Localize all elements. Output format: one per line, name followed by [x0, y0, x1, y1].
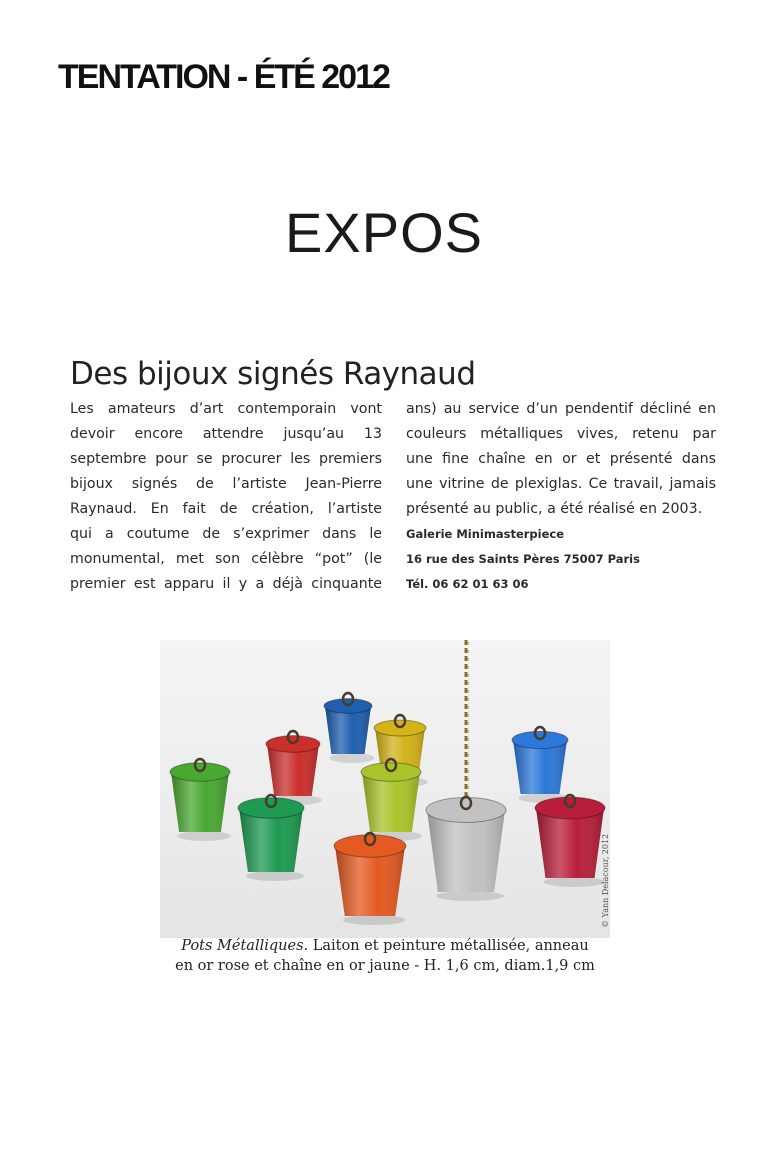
photo-caption: [160, 936, 610, 976]
pot-pendant: [512, 727, 569, 803]
body-line: bijoux signés de l’artiste Jean-Pierre: [70, 476, 382, 492]
body-line: une fine chaîne en or et présenté dans: [406, 451, 716, 467]
body-line: septembre pour se procurer les premiers: [70, 451, 382, 467]
pot-pendant: [426, 797, 506, 901]
pot-pendant: [535, 795, 605, 887]
pot-pendant: [361, 759, 422, 841]
caption-text: . Laiton et peinture métallisée, anneau: [303, 938, 589, 954]
gallery-phone: Tél. 06 62 01 63 06: [406, 577, 529, 591]
pot-pendant: [334, 833, 406, 925]
magazine-masthead: TENTATION - ÉTÉ 2012: [58, 58, 389, 96]
photo-credit: © Yann Delacour, 2012: [601, 833, 610, 928]
body-line: monumental, met son célèbre “pot” (le: [70, 551, 382, 567]
body-line: couleurs métalliques vives, retenu par: [406, 426, 716, 442]
body-line: devoir encore attendre jusqu’au 13: [70, 426, 382, 442]
section-title: EXPOS: [285, 201, 483, 264]
product-photo: [160, 640, 610, 938]
pot-pendant: [170, 759, 231, 841]
caption-title: Pots Métalliques: [181, 938, 304, 954]
pot-pendant: [324, 693, 375, 763]
gallery-name: Galerie Minimasterpiece: [406, 527, 565, 541]
pots-illustration: [160, 640, 610, 938]
body-line: présenté au public, a été réalisé en 2003.: [406, 501, 703, 517]
article-title: Des bijoux signés Raynaud: [70, 356, 476, 392]
caption-text: en or rose et chaîne en or jaune - H. 1,6 cm, diam.1,9 cm: [175, 958, 595, 974]
body-line: qui a coutume de s’exprimer dans le: [70, 526, 382, 542]
body-line: ans) au service d’un pendentif décliné en: [406, 401, 716, 417]
body-line: premier est apparu il y a déjà cinquante: [70, 576, 382, 592]
article-column-right: [406, 397, 716, 597]
body-line: Raynaud. En fait de création, l’artiste: [70, 501, 382, 517]
pot-pendant: [238, 795, 304, 881]
gallery-address: 16 rue des Saints Pères 75007 Paris: [406, 552, 640, 566]
article-column-left: [70, 397, 382, 597]
body-line: une vitrine de plexiglas. Ce travail, jamais: [406, 476, 716, 492]
pot-pendant: [266, 731, 322, 805]
body-line: Les amateurs d’art contemporain vont: [70, 401, 382, 417]
gold-chain: [466, 640, 468, 800]
